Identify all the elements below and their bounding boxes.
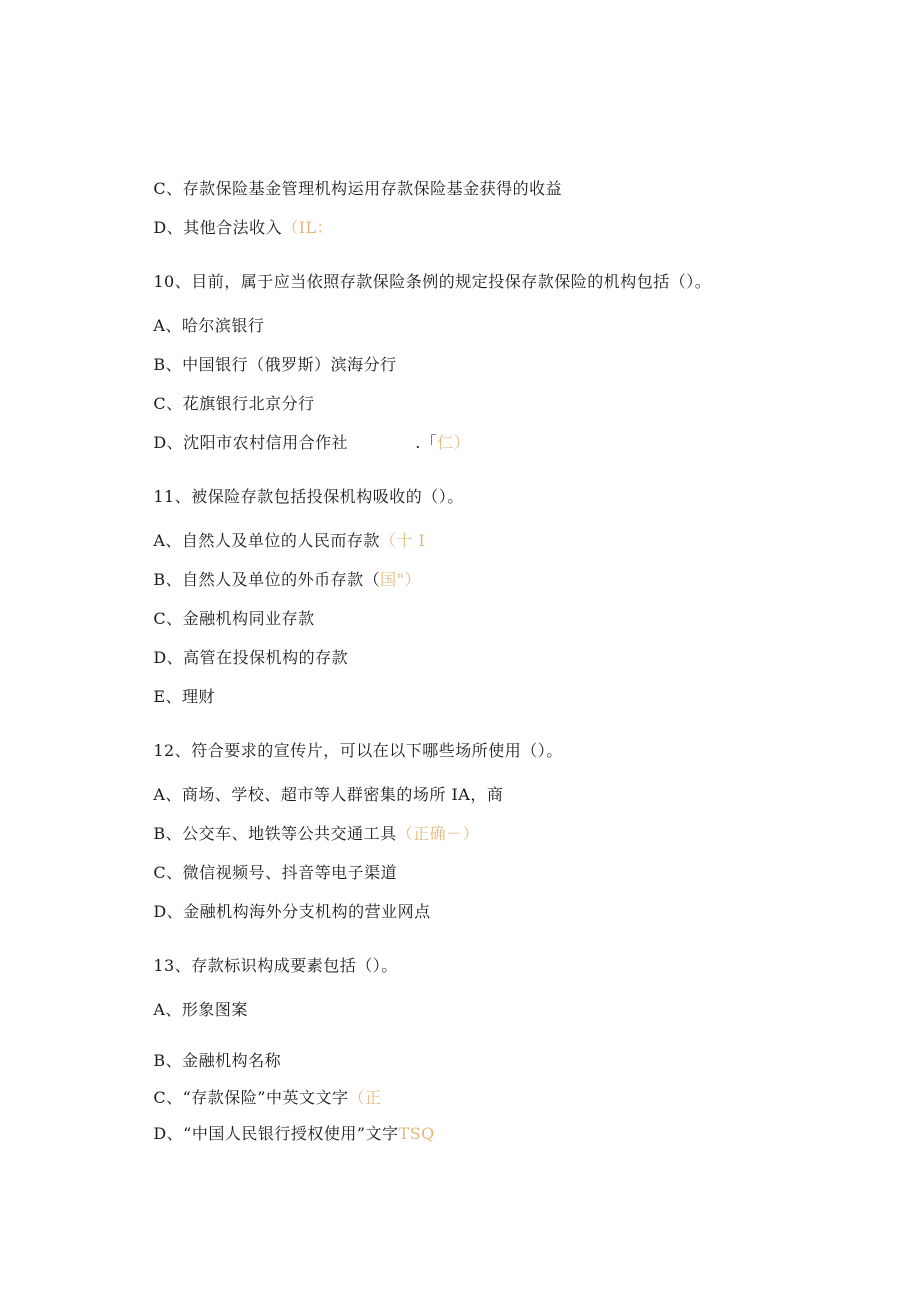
annotation-mark: （正: [348, 1088, 382, 1107]
option-text: D、“中国人民银行授权使用”文字: [153, 1124, 399, 1143]
question-text: 12、符合要求的宣传片，可以在以下哪些场所使用（）。: [153, 741, 563, 760]
annotation-mark: 国"）: [380, 570, 421, 589]
option-text: C、微信视频号、抖音等电子渠道: [153, 863, 398, 882]
annotation-mark: 仁）: [437, 433, 471, 452]
option-text: C、金融机构同业存款: [153, 609, 315, 628]
option-text: A、商场、学校、超市等人群密集的场所 IA，商: [153, 785, 504, 804]
question-text: 10、目前，属于应当依照存款保险条例的规定投保存款保险的机构包括（）。: [153, 272, 712, 291]
option-text: B、金融机构名称: [153, 1051, 282, 1070]
option-text: B、中国银行（俄罗斯）滨海分行: [153, 355, 397, 374]
option-text: B、自然人及单位的外币存款（: [153, 570, 381, 589]
option-text: A、形象图案: [153, 1000, 248, 1019]
annotation-mark: （IL：: [282, 218, 334, 237]
option-line: [131, 667, 215, 727]
option-text: D、沈阳市农村信用合作社 .「: [153, 433, 438, 452]
option-text: A、自然人及单位的人民而存款: [153, 531, 380, 550]
option-text: D、其他合法收入: [153, 218, 283, 237]
annotation-mark: （正确－）: [396, 824, 480, 843]
option-text: C、花旗银行北京分行: [153, 394, 315, 413]
option-text: C、存款保险基金管理机构运用存款保险基金获得的收益: [153, 179, 563, 198]
option-text: B、公交车、地铁等公共交通工具: [153, 824, 397, 843]
option-text: A、哈尔滨银行: [153, 316, 265, 335]
option-line: [131, 413, 470, 473]
option-text: D、金融机构海外分支机构的营业网点: [153, 902, 431, 921]
question-text: 13、存款标识构成要素包括（）。: [153, 956, 398, 975]
annotation-mark: TSQ: [398, 1124, 435, 1143]
option-line: [131, 882, 431, 942]
option-line: [131, 1104, 435, 1164]
option-text: D、高管在投保机构的存款: [153, 648, 349, 667]
option-text: C、“存款保险”中英文文字: [153, 1088, 349, 1107]
option-text: E、理财: [153, 687, 216, 706]
question-text: 11、被保险存款包括投保机构吸收的（）。: [153, 487, 464, 506]
annotation-mark: （十 I: [379, 531, 426, 550]
option-line: [131, 198, 333, 258]
